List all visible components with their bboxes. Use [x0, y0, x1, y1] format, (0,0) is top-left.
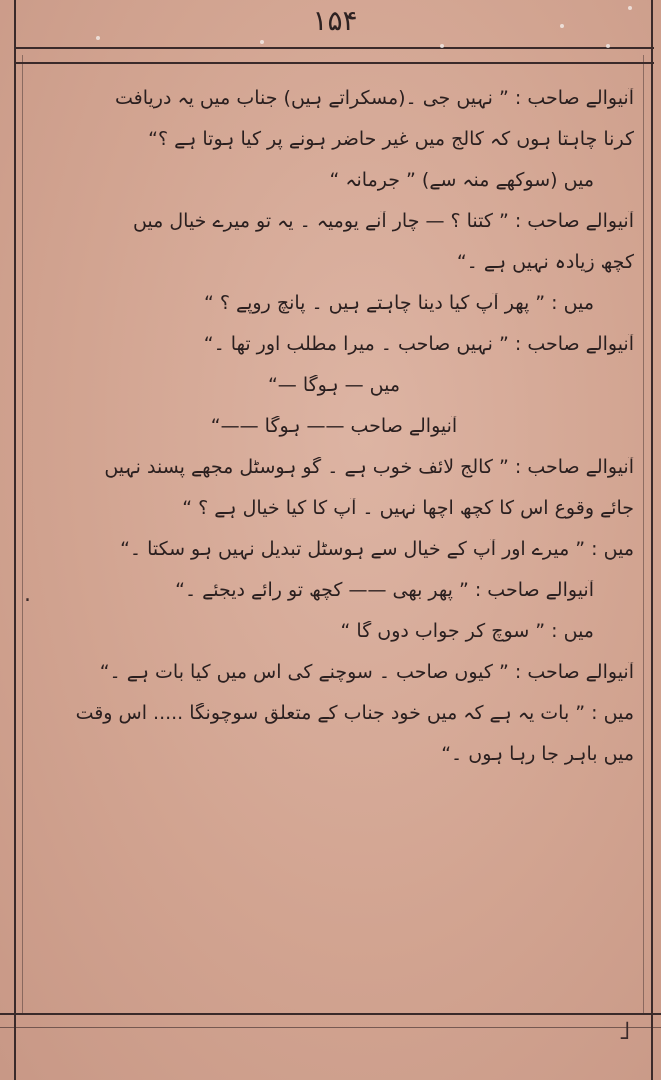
right-inner-border-rule: [643, 55, 644, 1015]
text-line-10: آنیوالے صاحب : ” کالج لائف خوب ہے ۔ گو ہوسٹل مجھے پسند نہیں: [104, 457, 634, 478]
top-border-rule: [14, 47, 654, 49]
text-line-1: آنیوالے صاحب : ” نہیں جی ۔(مسکراتے ہیں) جناب میں یہ دریافت: [114, 88, 634, 109]
text-line-6: میں : ” پھر آپ کیا دینا چاہتے ہیں ۔ پانچ روپے ؟ “: [204, 293, 594, 314]
text-line-11: جائے وقوع اس کا کچھ اچھا نہیں ۔ آپ کا کیا خیال ہے ؟ “: [182, 498, 634, 519]
text-line-3: میں (سوکھے منہ سے) ” جرمانہ “: [329, 170, 594, 191]
bottom-inner-border-rule: [0, 1027, 661, 1028]
text-line-4: آنیوالے صاحب : ” کتنا ؟ — چار آنے یومیہ ۔ یہ تو میرے خیال میں: [132, 211, 634, 232]
page-number: ۱۵۴: [312, 4, 358, 37]
text-line-8: میں — ہوگا —“: [267, 375, 401, 396]
left-inner-border-rule: [22, 55, 23, 1015]
bottom-border-rule: [0, 1013, 661, 1015]
margin-tick-mark: .: [24, 582, 31, 607]
text-line-2: کرنا چاہتا ہوں کہ کالج میں غیر حاضر ہونے پر کیا ہوتا ہے ؟“: [148, 129, 634, 150]
left-border-rule: [14, 0, 16, 1080]
text-line-9: آنیوالے صاحب —— ہوگا ——“: [210, 416, 458, 437]
paper-speck: [628, 6, 632, 10]
text-line-7: آنیوالے صاحب : ” نہیں صاحب ۔ میرا مطلب اور تھا ۔“: [203, 334, 634, 355]
paper-speck: [560, 24, 564, 28]
page-body-text: [34, 88, 634, 785]
text-line-14: میں : ” سوچ کر جواب دوں گا “: [340, 621, 594, 642]
text-line-5: کچھ زیادہ نہیں ہے ۔“: [456, 252, 634, 273]
paper-speck: [260, 40, 264, 44]
text-line-16: میں : ” بات یہ ہے کہ میں خود جناب کے متعلق سوچونگا ..... اس وقت: [75, 703, 634, 724]
paper-speck: [96, 36, 100, 40]
paper-speck: [440, 44, 444, 48]
text-line-12: میں : ” میرے اور آپ کے خیال سے ہوسٹل تبدیل نہیں ہو سکتا ۔“: [120, 539, 634, 560]
right-border-rule: [651, 0, 653, 1080]
text-line-15: آنیوالے صاحب : ” کیوں صاحب ۔ سوچنے کی اس میں کیا بات ہے ۔“: [99, 662, 634, 683]
top-inner-border-rule: [14, 62, 654, 64]
paper-speck: [606, 44, 610, 48]
text-line-17: میں باہر جا رہا ہوں ۔“: [441, 744, 634, 765]
margin-tick-mark: ˩: [618, 1016, 631, 1046]
text-line-13: آنیوالے صاحب : ” پھر بھی —— کچھ تو رائے دیجئے ۔“: [175, 580, 594, 601]
